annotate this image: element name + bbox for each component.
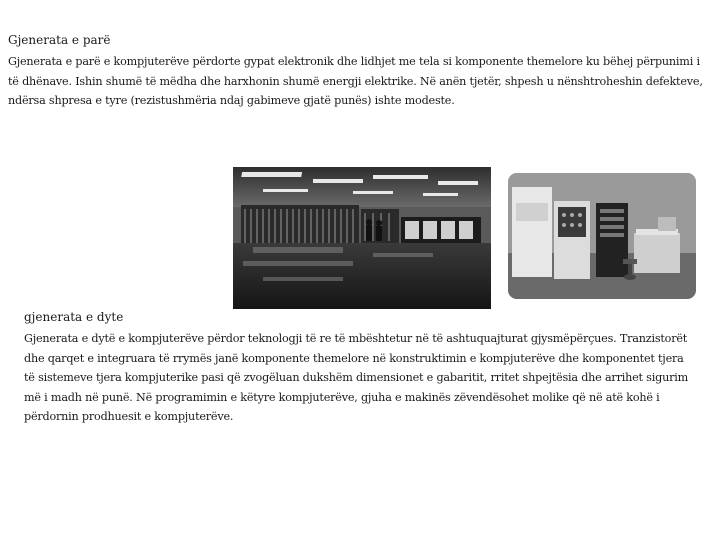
section-paragraph: Gjenerata e parë e kompjuterëve përdorte gypat elektronik dhe lidhjet me tela si komponente themelore ku bëhej përpunimi i të dhënave. Ishin shumë të mëdha dhe harxhonin shumë energji elektrike. Në anën tjetër, shpesh u nënshtroheshin defekteve, ndërsa shpresa e tyre (rezistushmëria ndaj gabimeve gjatë punës) ishte modeste. (8, 55, 703, 107)
mainframe-photo (508, 173, 696, 299)
section-paragraph: Gjenerata e dytë e kompjuterëve përdor teknologji të re të mbështetur në të ashtuquajturat gjysmëpërçues. Tranzistorët dhe qarqet e integruara të rrymës janë komponente themelore në konstruktimin e kompjuterëve dhe komponentet tjera të sistemeve tjera kompjuterike pasi që zvogëluan dukshëm dimensionet e gabaritit, rritet shpejtësia dhe arrihet sigurim më i madh në punë. Në programimin e këtyre kompjuterëve, gjuha e makinës zëvendësohet molike që në atë kohë i përdornin prodhuesit e kompjuterëve. (24, 332, 689, 424)
section-first-generation (8, 30, 708, 111)
computer-room-photo (233, 167, 491, 309)
section-heading: gjenerata e dyte (24, 310, 124, 324)
section-heading: Gjenerata e parë (8, 33, 111, 47)
section-second-generation (24, 307, 694, 427)
